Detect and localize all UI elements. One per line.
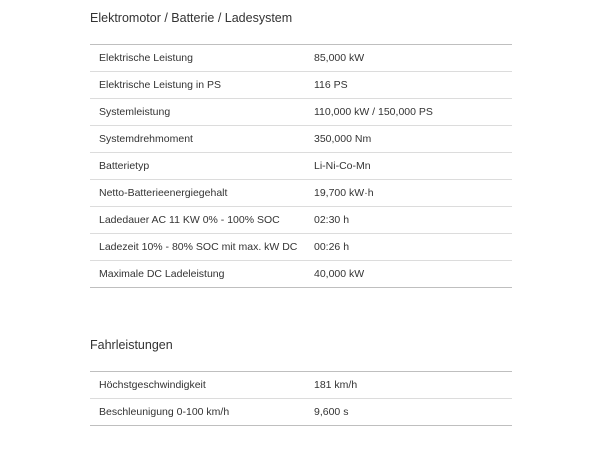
spec-value: 02:30 h [314,214,350,226]
spec-label: Batterietyp [99,160,150,172]
spec-label: Systemleistung [99,106,171,118]
spec-value: 19,700 kW·h [314,187,374,199]
spec-label: Systemdrehmoment [99,133,193,145]
section-electric-motor-battery [90,10,512,288]
table-row [90,399,512,426]
spec-label: Ladedauer AC 11 KW 0% - 100% SOC [99,214,280,226]
section-title: Elektromotor / Batterie / Ladesystem [90,11,293,25]
spec-label: Elektrische Leistung in PS [99,79,221,91]
spec-value: 110,000 kW / 150,000 PS [314,106,433,118]
spec-label: Maximale DC Ladeleistung [99,268,225,280]
section-performance [90,337,512,426]
spec-label: Ladezeit 10% - 80% SOC mit max. kW DC [99,241,298,253]
spec-value: 40,000 kW [314,268,365,280]
spec-value: 181 km/h [314,379,358,391]
table-row [90,153,512,180]
spec-label: Netto-Batterieenergiegehalt [99,187,228,199]
table-row [90,372,512,399]
spec-table [90,44,512,288]
table-row [90,99,512,126]
table-row [90,207,512,234]
spec-value: 116 PS [314,79,348,91]
spec-value: Li-Ni-Co-Mn [314,160,371,172]
spec-label: Höchstgeschwindigkeit [99,379,206,391]
spec-value: 00:26 h [314,241,350,253]
spec-value: 9,600 s [314,406,349,418]
table-row [90,261,512,288]
section-title: Fahrleistungen [90,338,173,352]
table-row [90,45,512,72]
spec-value: 85,000 kW [314,52,365,64]
table-row [90,180,512,207]
spec-value: 350,000 Nm [314,133,372,145]
spec-table [90,371,512,426]
spec-label: Beschleunigung 0-100 km/h [99,406,230,418]
table-row [90,72,512,99]
table-row [90,234,512,261]
spec-label: Elektrische Leistung [99,52,193,64]
table-row [90,126,512,153]
